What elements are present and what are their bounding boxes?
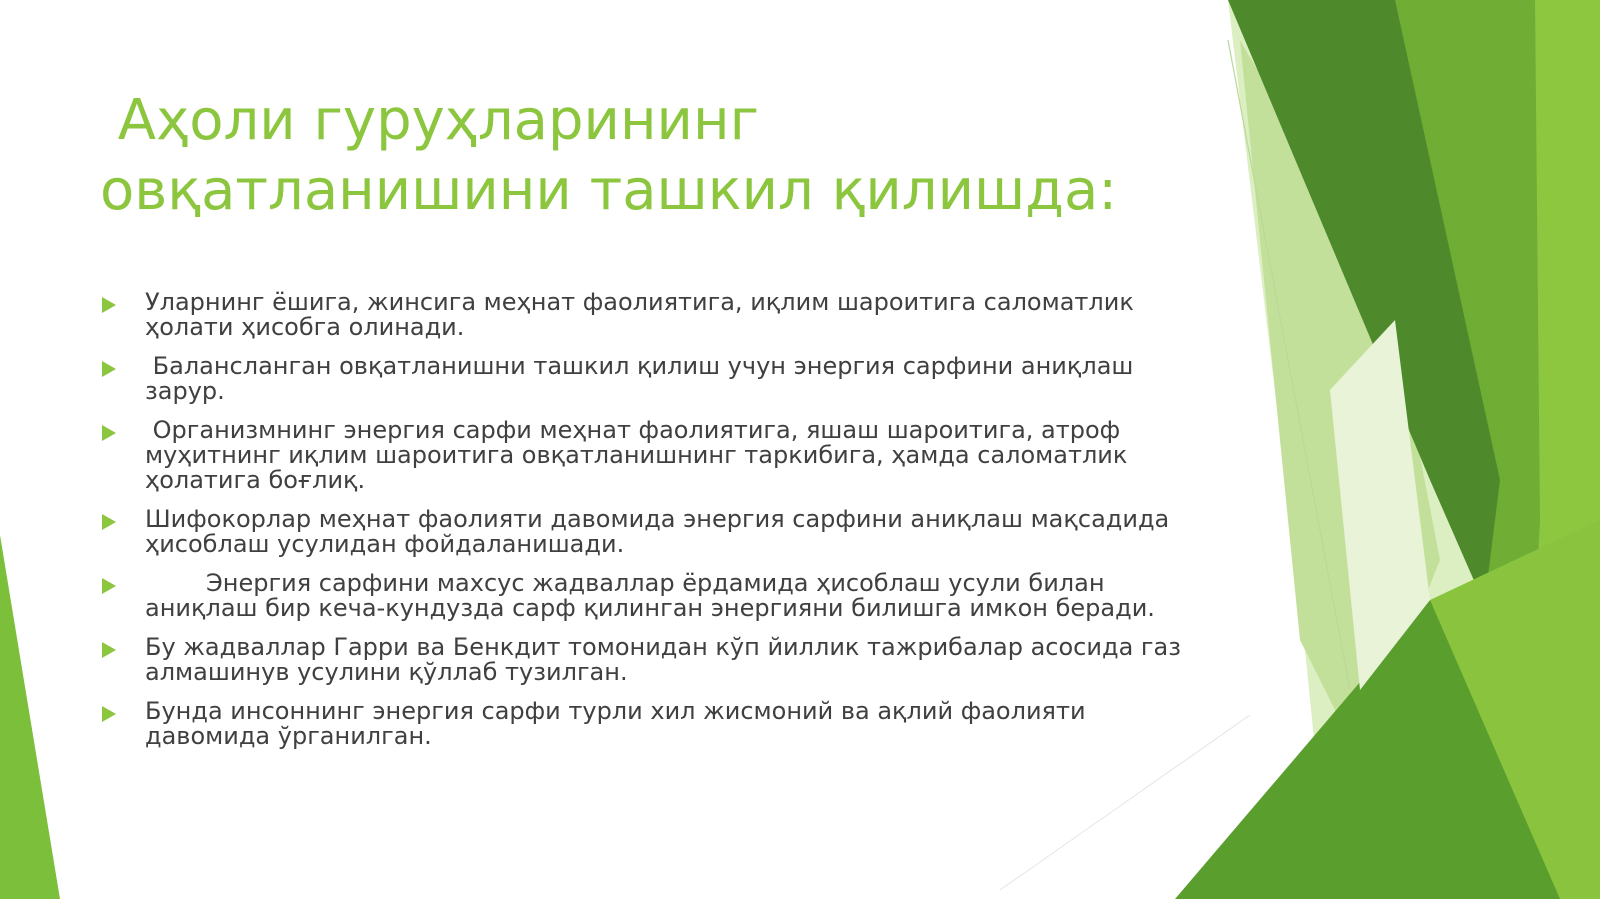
bullet-item [100,635,1220,685]
bullet-list [100,290,1220,763]
bullet-item [100,699,1220,749]
bullet-text: Бу жадваллар Гарри ва Бенкдит томонидан кўп йиллик тажрибалар асосида газ алмашинув усулини қўллаб тузилган. [145,633,1181,686]
triangle-right-icon [102,514,116,530]
bullet-text: Шифокорлар меҳнат фаолияти давомида энергия сарфини аниқлаш мақсадида ҳисоблаш усулидан фойдаланишади. [145,505,1170,558]
bullet-text: Организмнинг энергия сарфи меҳнат фаолиятига, яшаш шароитига, атроф муҳитнинг иқлим шароитига овқатланишнинг таркибига, ҳамда саломатлик ҳолатига боғлиқ. [145,416,1128,494]
left-green-wedge [0,535,60,899]
triangle-right-icon [102,578,116,594]
bullet-text: Балансланган овқатланишни ташкил қилиш учун энергия сарфини аниқлаш зарур. [145,352,1134,405]
bullet-item [100,571,1220,621]
bullet-item [100,418,1220,493]
title-line: Аҳоли гуруҳларининг [100,88,759,153]
bullet-item [100,507,1220,557]
title-line: овқатланишини ташкил қилишда: [100,158,1118,223]
triangle-right-icon [102,425,116,441]
slide-title [100,86,1220,226]
bullet-text: Энергия сарфини махсус жадваллар ёрдамида ҳисоблаш усули билан аниқлаш бир кеча-кундузда сарф қилинган энергияни билишга имкон беради. [145,569,1155,622]
bullet-item [100,354,1220,404]
bullet-item [100,290,1220,340]
bullet-text: Уларнинг ёшига, жинсига меҳнат фаолиятига, иқлим шароитига саломатлик ҳолати ҳисобга олинади. [145,288,1134,341]
triangle-right-icon [102,642,116,658]
triangle-right-icon [102,706,116,722]
triangle-right-icon [102,297,116,313]
triangle-right-icon [102,361,116,377]
bullet-text: Бунда инсоннинг энергия сарфи турли хил жисмоний ва ақлий фаолияти давомида ўрганилган. [145,697,1086,750]
